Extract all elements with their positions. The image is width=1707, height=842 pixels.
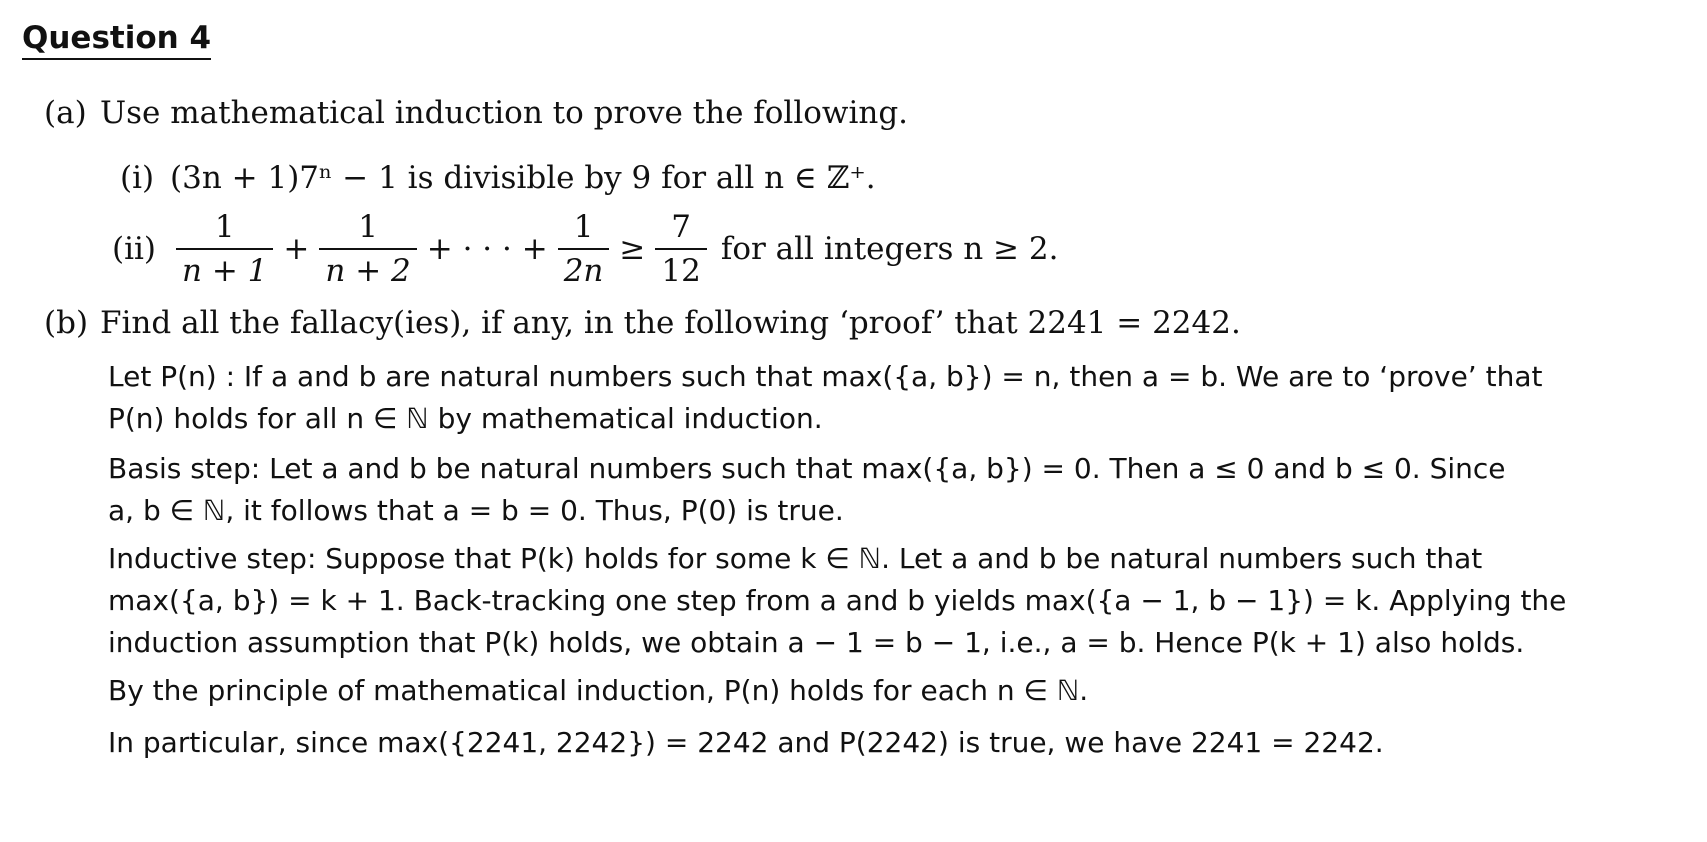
proof-paragraph-basis [108, 448, 1685, 532]
fraction-4 [655, 208, 706, 290]
fraction-3-denominator: 2n [563, 253, 604, 289]
fraction-1-denominator: n + 1 [182, 253, 268, 289]
proof-p1-line-2: P(n) holds for all n ∈ ℕ by mathematical induction. [108, 402, 823, 435]
part-b-label: (b) [44, 305, 89, 341]
fraction-2 [319, 208, 416, 290]
proof-p4-line-1: By the principle of mathematical induction, P(n) holds for each n ∈ ℕ. [108, 674, 1089, 707]
question-title: Question 4 [22, 20, 211, 60]
proof-p5-line-1: In particular, since max({2241, 2242}) = 2242 and P(2242) is true, we have 2241 = 2242. [108, 726, 1384, 759]
fraction-2-denominator: n + 2 [325, 253, 411, 289]
item-ii-row [112, 207, 1059, 291]
fraction-1 [176, 208, 273, 290]
proof-paragraph-conclusion [108, 722, 1685, 764]
fraction-4-denominator: 12 [661, 253, 701, 289]
fraction-1-numerator: 1 [176, 208, 273, 250]
item-i-math: (3n + 1)7ⁿ − 1 is divisible by 9 for all n ∈ ℤ⁺. [170, 160, 876, 196]
proof-paragraph-principle [108, 670, 1685, 712]
fraction-2-numerator: 1 [319, 208, 416, 250]
ellipsis-sum: + · · · + [426, 231, 548, 267]
proof-paragraph-inductive [108, 538, 1685, 664]
proof-p2-line-1: Basis step: Let a and b be natural numbers such that max({a, b}) = 0. Then a ≤ 0 and b ≤ 0. Since [108, 452, 1506, 485]
proof-p2-line-2: a, b ∈ ℕ, it follows that a = b = 0. Thus, P(0) is true. [108, 494, 844, 527]
item-i-label: (i) [120, 160, 155, 196]
geq-sign: ≥ [619, 231, 646, 267]
proof-p1-line-1: Let P(n) : If a and b are natural numbers such that max({a, b}) = n, then a = b. We are to ‘prove’ that [108, 360, 1543, 393]
fraction-3-numerator: 1 [558, 208, 610, 250]
part-b-text: Find all the fallacy(ies), if any, in the following ‘proof’ that 2241 = 2242. [100, 305, 1241, 341]
proof-p3-line-2: max({a, b}) = k + 1. Back-tracking one step from a and b yields max({a − 1, b − 1}) = k. Applying the [108, 584, 1567, 617]
part-a-label: (a) [44, 95, 87, 131]
item-ii-tail: for all integers n ≥ 2. [720, 231, 1059, 267]
fraction-4-numerator: 7 [655, 208, 706, 250]
plus-sign: + [283, 231, 310, 267]
proof-p3-line-3: induction assumption that P(k) holds, we obtain a − 1 = b − 1, i.e., a = b. Hence P(k + 1) also holds. [108, 626, 1525, 659]
part-a-text: Use mathematical induction to prove the following. [100, 95, 909, 131]
fraction-3 [558, 208, 610, 290]
item-ii-label: (ii) [112, 231, 157, 267]
proof-paragraph-1 [108, 356, 1685, 440]
proof-p3-line-1: Inductive step: Suppose that P(k) holds for some k ∈ ℕ. Let a and b be natural numbers such that [108, 542, 1483, 575]
